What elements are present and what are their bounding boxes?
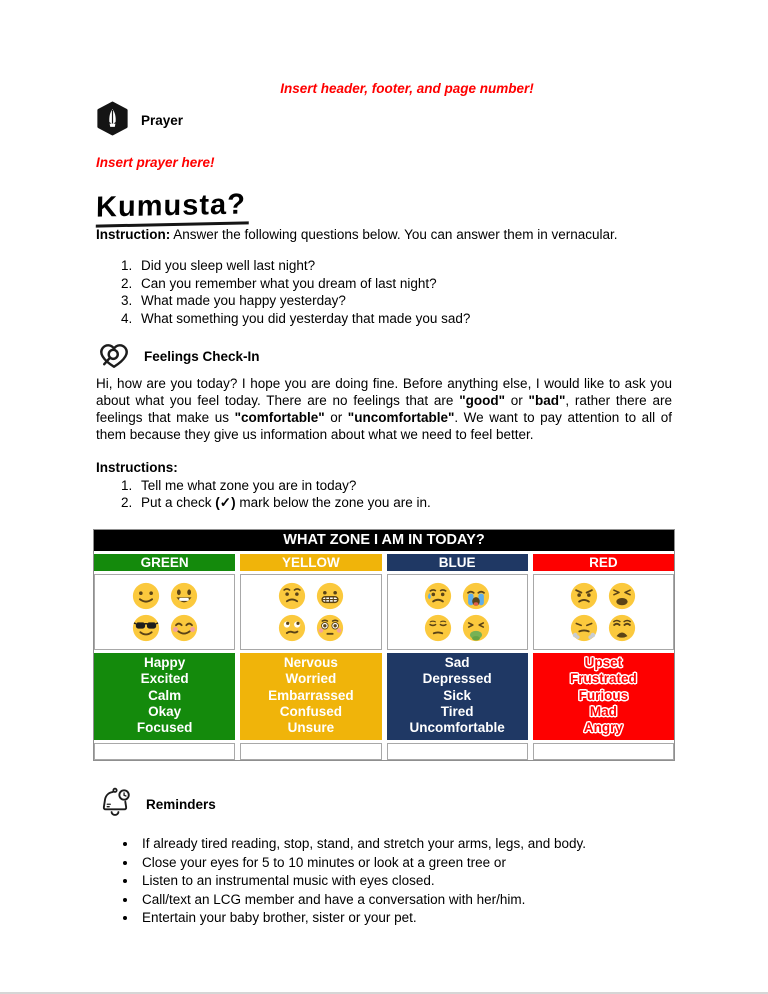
reminder-item: • Close your eyes for 5 to 10 minutes or look at a green tree or xyxy=(138,854,672,871)
pensive-emoji xyxy=(423,613,453,643)
bell-clock-icon xyxy=(96,785,134,823)
zone-emoji-cell-blue xyxy=(387,574,528,650)
zone-header-red: RED xyxy=(533,554,674,571)
tired-emoji xyxy=(607,581,637,611)
header-placeholder-note: Insert header, footer, and page number! xyxy=(280,81,534,96)
cool-sunglasses-emoji xyxy=(131,613,161,643)
feeling-word: Okay xyxy=(148,703,182,719)
prayer-label: Prayer xyxy=(141,113,184,128)
praying-hands-badge-icon xyxy=(96,101,129,140)
zone-feelings-green xyxy=(94,653,235,740)
reminder-item: • If already tired reading, stop, stand, and stretch your arms, legs, and body. xyxy=(138,835,672,852)
feeling-word: Angry xyxy=(583,720,623,736)
flushed-emoji xyxy=(315,613,345,643)
zone-emoji-cell-yellow xyxy=(240,574,381,650)
page-title: Kumusta? xyxy=(96,191,672,226)
feeling-word: Focused xyxy=(136,720,193,736)
feeling-word: Confused xyxy=(279,703,342,719)
reminder-item: • Listen to an instrumental music with eyes closed. xyxy=(138,872,672,889)
reminder-item: • Call/text an LCG member and have a conversation with her/him. xyxy=(138,891,672,908)
feeling-word: Sick xyxy=(443,687,472,703)
feelings-paragraph: Hi, how are you today? I hope you are doing fine. Before anything else, I would like to ask you about what you feel today. There are no feelings that are "good" or "bad", rather there are feelings that make us "comfortable" or "uncomfortable". We want to pay attention to all of them because they give us information about what we need to feel better. xyxy=(96,375,672,442)
zone-check-cell-yellow[interactable] xyxy=(240,743,381,760)
grinning-emoji xyxy=(169,581,199,611)
feeling-word: Excited xyxy=(140,671,189,687)
reminders-heading xyxy=(96,785,672,823)
feelings-checkin-label: Feelings Check-In xyxy=(144,349,260,364)
smiling-blush-emoji xyxy=(169,613,199,643)
zone-header-blue: BLUE xyxy=(387,554,528,571)
zone-header-green: GREEN xyxy=(94,554,235,571)
zone-check-cell-green[interactable] xyxy=(94,743,235,760)
feeling-word: Furious xyxy=(578,687,629,703)
sad-sweat-emoji xyxy=(423,581,453,611)
step-item: 2. Put a check (✓) mark below the zone you are in. xyxy=(136,494,672,511)
feeling-word: Depressed xyxy=(422,671,492,687)
reminders-list xyxy=(96,835,672,926)
grimacing-emoji xyxy=(315,581,345,611)
feeling-word: Mad xyxy=(589,703,617,719)
feelings-checkin-heading xyxy=(96,339,672,375)
instructions-label: Instructions: xyxy=(96,459,178,475)
question-item: 1. Did you sleep well last night? xyxy=(136,257,672,274)
feeling-word: Happy xyxy=(143,655,186,670)
feeling-word: Unsure xyxy=(287,720,335,736)
feeling-word: Upset xyxy=(584,655,623,670)
zone-header-yellow: YELLOW xyxy=(240,554,381,571)
weary-emoji xyxy=(607,613,637,643)
angry-emoji xyxy=(569,581,599,611)
question-item: 4. What something you did yesterday that made you sad? xyxy=(136,310,672,327)
instruction-paragraph: Instruction: Answer the following questions below. You can answer them in vernacular. xyxy=(96,227,618,242)
zone-check-cell-blue[interactable] xyxy=(387,743,528,760)
heart-magnifier-icon xyxy=(96,339,132,375)
vomiting-emoji xyxy=(461,613,491,643)
question-item: 3. What made you happy yesterday? xyxy=(136,292,672,309)
feeling-word: Embarrassed xyxy=(268,687,354,703)
reminder-item: • Entertain your baby brother, sister or your pet. xyxy=(138,909,672,926)
emoji-grid xyxy=(277,581,345,643)
feeling-word: Frustrated xyxy=(569,671,637,687)
feeling-word: Tired xyxy=(440,703,474,719)
feeling-word: Worried xyxy=(285,671,337,687)
zone-emoji-cell-green xyxy=(94,574,235,650)
prayer-placeholder-note: Insert prayer here! xyxy=(96,155,215,170)
question-list xyxy=(96,257,672,327)
emoji-grid xyxy=(569,581,637,643)
zone-feelings-red xyxy=(533,653,674,740)
zone-table xyxy=(93,529,675,761)
emoji-grid xyxy=(131,581,199,643)
zone-table-grid xyxy=(94,530,674,760)
zone-steps-list xyxy=(96,477,672,512)
step-item: 1. Tell me what zone you are in today? xyxy=(136,477,672,494)
question-item: 2. Can you remember what you dream of last night? xyxy=(136,275,672,292)
emoji-grid xyxy=(423,581,491,643)
feeling-word: Sad xyxy=(444,655,470,670)
steam-from-nose-emoji xyxy=(569,613,599,643)
zone-table-title: WHAT ZONE I AM IN TODAY? xyxy=(94,530,674,551)
feeling-word: Uncomfortable xyxy=(409,720,505,736)
reminders-label: Reminders xyxy=(146,796,216,812)
zone-emoji-cell-red xyxy=(533,574,674,650)
worried-emoji xyxy=(277,581,307,611)
zone-feelings-yellow xyxy=(240,653,381,740)
feeling-word: Calm xyxy=(148,687,182,703)
prayer-heading xyxy=(96,101,672,140)
slightly-smiling-emoji xyxy=(131,581,161,611)
feeling-word: Nervous xyxy=(283,655,338,670)
zone-check-cell-red[interactable] xyxy=(533,743,674,760)
confused-emoji xyxy=(277,613,307,643)
zone-feelings-blue xyxy=(387,653,528,740)
loudly-crying-emoji xyxy=(461,581,491,611)
